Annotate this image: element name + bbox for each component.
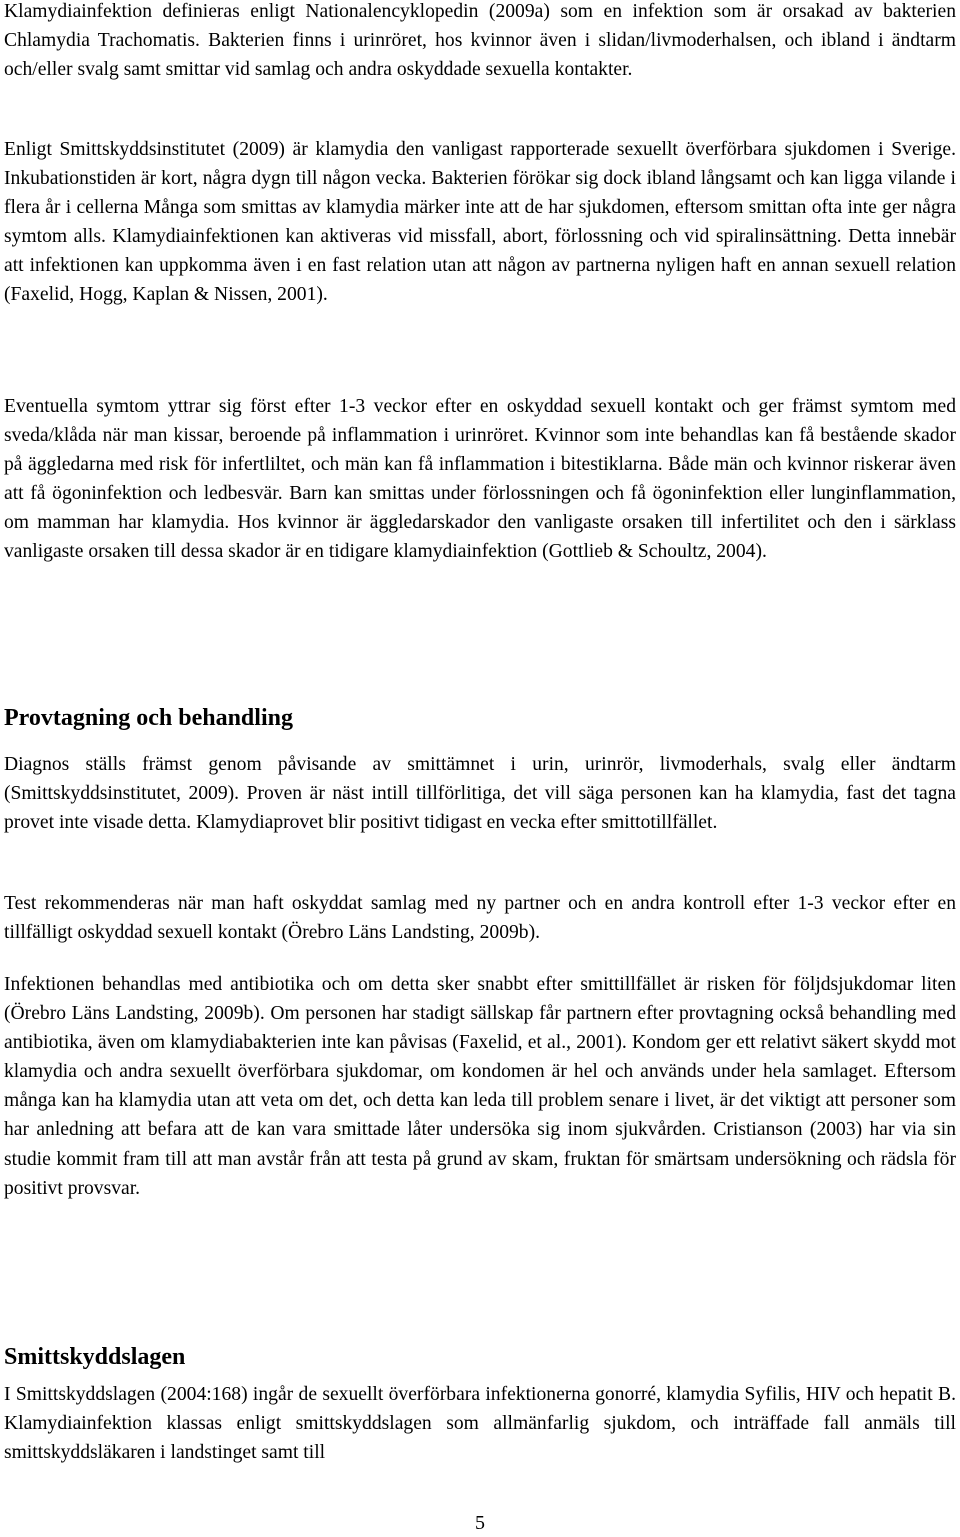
paragraph-symtom: Eventuella symtom yttrar sig först efter 1-3 veckor efter en oskyddad sexuell kontakt och ger främst symtom med sveda/klåda när man kissar, beroende på inflammation i urinröret. Kvinnor som inte behandlas kan få bestående skador på äggledarna med risk för infertliltet, och män kan få inflammation i bitestiklarna. Både män och kvinnor riskerar även att få ögoninfektion och ledbesvär. Barn kan smittas under förlossningen och få ögoninfektion eller lunginflammation, om mamman har klamydia. Hos kvinnor är äggledarskador den vanligaste orsaken till infertilitet och den i särklass vanligaste orsaken till dessa skador är en tidigare klamydiainfektion (Gottlieb & Schoultz, 2004). bbox=[4, 396, 956, 563]
page-number: 5 bbox=[475, 1512, 485, 1534]
heading-provtagning: Provtagning och behandling bbox=[4, 705, 293, 731]
paragraph-smittskyddsinstitutet: Enligt Smittskyddsinstitutet (2009) är klamydia den vanligast rapporterade sexuellt överförbara sjukdomen i Sverige. Inkubationstiden är kort, några dygn till någon vecka. Bakterien förökar sig dock ibland långsamt och kan ligga vilande i flera år i cellerna Många som smittas av klamydia märker inte att de har sjukdomen, eftersom smittan ofta inte ger några symtom alls. Klamydiainfektionen kan aktiveras vid missfall, abort, förlossning och vid spiralinsättning. Detta innebär att infektionen kan uppkomma även i en fast relation utan att någon av partnerna nyligen haft en annan sexuell relation (Faxelid, Hogg, Kaplan & Nissen, 2001). bbox=[4, 139, 956, 306]
paragraph-diagnos: Diagnos ställs främst genom påvisande av smittämnet i urin, urinrör, livmoderhals, svalg eller ändtarm (Smittskyddsinstitutet, 2009). Proven är näst intill tillförlitiga, det vill säga personen kan ha klamydia, fast det tagna provet inte visade detta. Klamydiaprovet blir positivt tidigast en vecka efter smittotillfället. bbox=[4, 754, 956, 834]
paragraph-test: Test rekommenderas när man haft oskyddat samlag med ny partner och en andra kontroll efter 1-3 veckor efter en tillfälligt oskyddad sexuell kontakt (Örebro Läns Landsting, 2009b). bbox=[4, 893, 956, 944]
paragraph-definition: Klamydiainfektion definieras enligt Nationalencyklopedin (2009a) som en infektion som är orsakad av bakterien Chlamydia Trachomatis. Bakterien finns i urinröret, hos kvinnor även i slidan/livmoderhalsen, och ibland i ändtarm och/eller svalg samt smittar vid samlag och andra oskyddade sexuella kontakter. bbox=[4, 1, 956, 81]
paragraph-behandling: Infektionen behandlas med antibiotika och om detta sker snabbt efter smittillfället är risken för följdsjukdomar liten (Örebro Läns Landsting, 2009b). Om personen har stadigt sällskap får partnern efter provtagning också behandling med antibiotika, även om klamydiabakterien inte kan påvisas (Faxelid, et al., 2001). Kondom ger ett relativt säkert skydd mot klamydia och andra sexuellt överförbara sjukdomar, om kondomen är hel och används under hela samlaget. Eftersom många kan ha klamydia utan att veta om det, och detta kan leda till problem senare i livet, är det viktigt att personer som har anledning att befara att de kan vara smittade låter undersöka sig inom sjukvården. Cristianson (2003) har via sin studie kommit fram till att man avstår från att testa på grund av skam, fruktan för smärtsam undersökning och rädsla för positivt provsvar. bbox=[4, 974, 956, 1199]
paragraph-smittskyddslagen: I Smittskyddslagen (2004:168) ingår de sexuellt överförbara infektionerna gonorré, klamydia Syfilis, HIV och hepatit B. Klamydiainfektion klassas enligt smittskyddslagen som allmänfarlig sjukdom, och inträffade fall anmäls till smittskyddsläkaren i landstinget samt till bbox=[4, 1384, 956, 1464]
heading-smittskyddslagen: Smittskyddslagen bbox=[4, 1344, 186, 1370]
